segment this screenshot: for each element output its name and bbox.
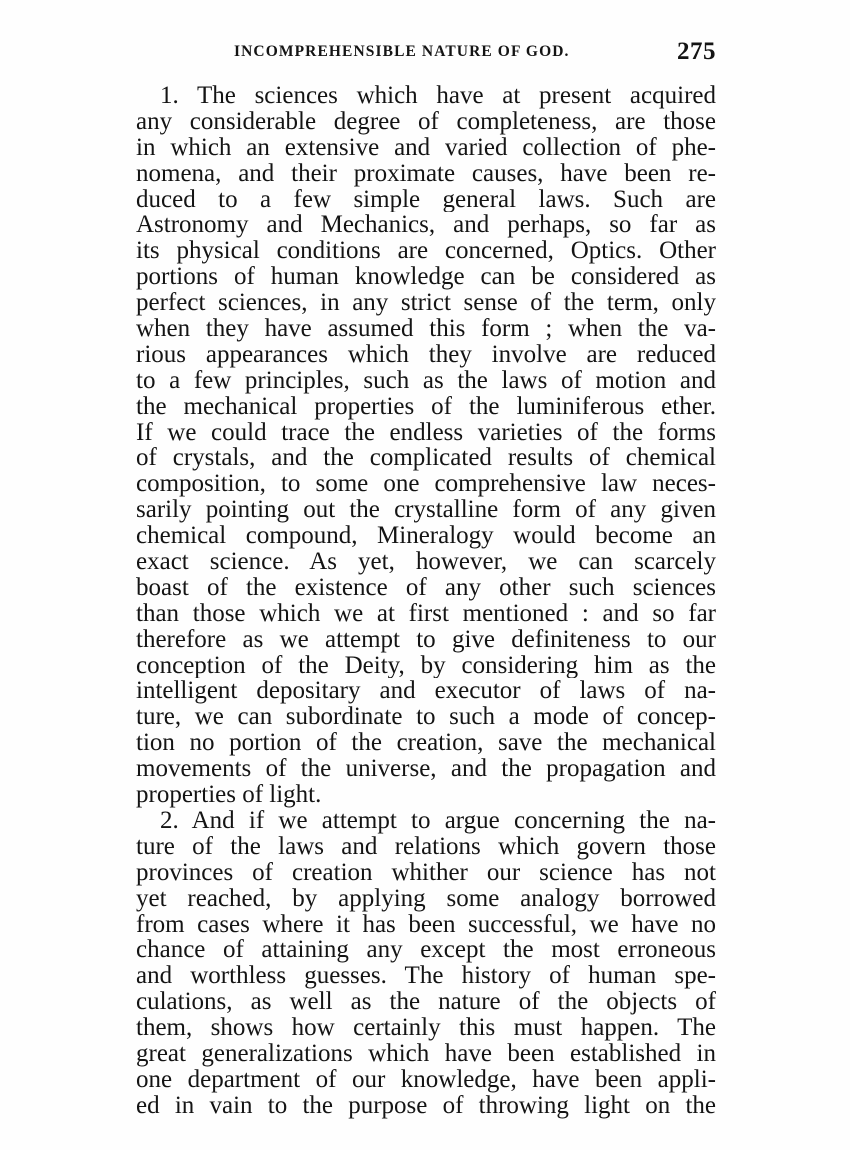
text-line: boast of the existence of any other such sciences <box>136 574 716 601</box>
text-line: the mechanical properties of the luminiferous ether. <box>136 393 716 420</box>
text-line: from cases where it has been successful, we have no <box>136 911 716 938</box>
text-line: properties of light. <box>136 782 322 808</box>
text-line: Astronomy and Mechanics, and perhaps, so far as <box>136 212 716 239</box>
running-head <box>136 40 716 70</box>
text-line: portions of human knowledge can be considered as <box>136 264 716 291</box>
text-line: one department of our knowledge, have been appli- <box>136 1066 716 1093</box>
text-line: yet reached, by applying some analogy borrowed <box>136 885 716 912</box>
text-line: If we could trace the endless varieties of the forms <box>136 419 716 446</box>
text-line: therefore as we attempt to give definiteness to our <box>136 626 716 653</box>
text-line: movements of the universe, and the propagation and <box>136 756 716 783</box>
text-line: than those which we at first mentioned : and so far <box>136 600 716 627</box>
text-line: duced to a few simple general laws. Such are <box>136 186 716 213</box>
text-line: conception of the Deity, by considering him as the <box>136 652 716 679</box>
text-line: when they have assumed this form ; when the va- <box>136 316 716 342</box>
text-line: to a few principles, such as the laws of motion and <box>136 367 716 394</box>
text-line: ture of the laws and relations which govern those <box>136 833 716 860</box>
text-line: provinces of creation whither our science has not <box>136 859 716 886</box>
text-line: exact science. As yet, however, we can scarcely <box>136 549 716 575</box>
text-line: intelligent depositary and executor of laws of na- <box>136 678 716 705</box>
body-text <box>136 83 716 1119</box>
text-line: culations, as well as the nature of the objects of <box>136 989 716 1016</box>
text-line: great generalizations which have been established in <box>136 1040 716 1067</box>
text-line: in which an extensive and varied collection of phe- <box>136 134 716 161</box>
text-line: of crystals, and the complicated results of chemical <box>136 445 716 472</box>
text-line: its physical conditions are concerned, Optics. Other <box>136 238 716 265</box>
text-line: rious appearances which they involve are reduced <box>136 341 716 368</box>
text-line: any considerable degree of completeness, are those <box>136 108 716 135</box>
text-line: 1. The sciences which have at present acquired <box>160 83 716 109</box>
text-line: tion no portion of the creation, save the mechanical <box>136 730 716 757</box>
text-line: nomena, and their proximate causes, have been re- <box>136 160 716 187</box>
text-line: and worthless guesses. The history of human spe- <box>136 963 716 990</box>
text-line: ture, we can subordinate to such a mode of concep- <box>136 704 716 731</box>
text-line: 2. And if we attempt to argue concerning the na- <box>160 807 716 834</box>
text-line: chance of attaining any except the most erroneous <box>136 937 716 964</box>
text-line: them, shows how certainly this must happen. The <box>136 1015 716 1041</box>
text-line: sarily pointing out the crystalline form of any given <box>136 497 716 524</box>
page-number: 275 <box>677 38 716 65</box>
text-line: perfect sciences, in any strict sense of the term, only <box>136 290 716 317</box>
running-title: INCOMPREHENSIBLE NATURE OF GOD. <box>234 43 570 60</box>
text-line: chemical compound, Mineralogy would become an <box>136 523 716 550</box>
text-line: composition, to some one comprehensive law neces- <box>136 471 716 498</box>
text-line: ed in vain to the purpose of throwing light on the <box>136 1092 716 1119</box>
